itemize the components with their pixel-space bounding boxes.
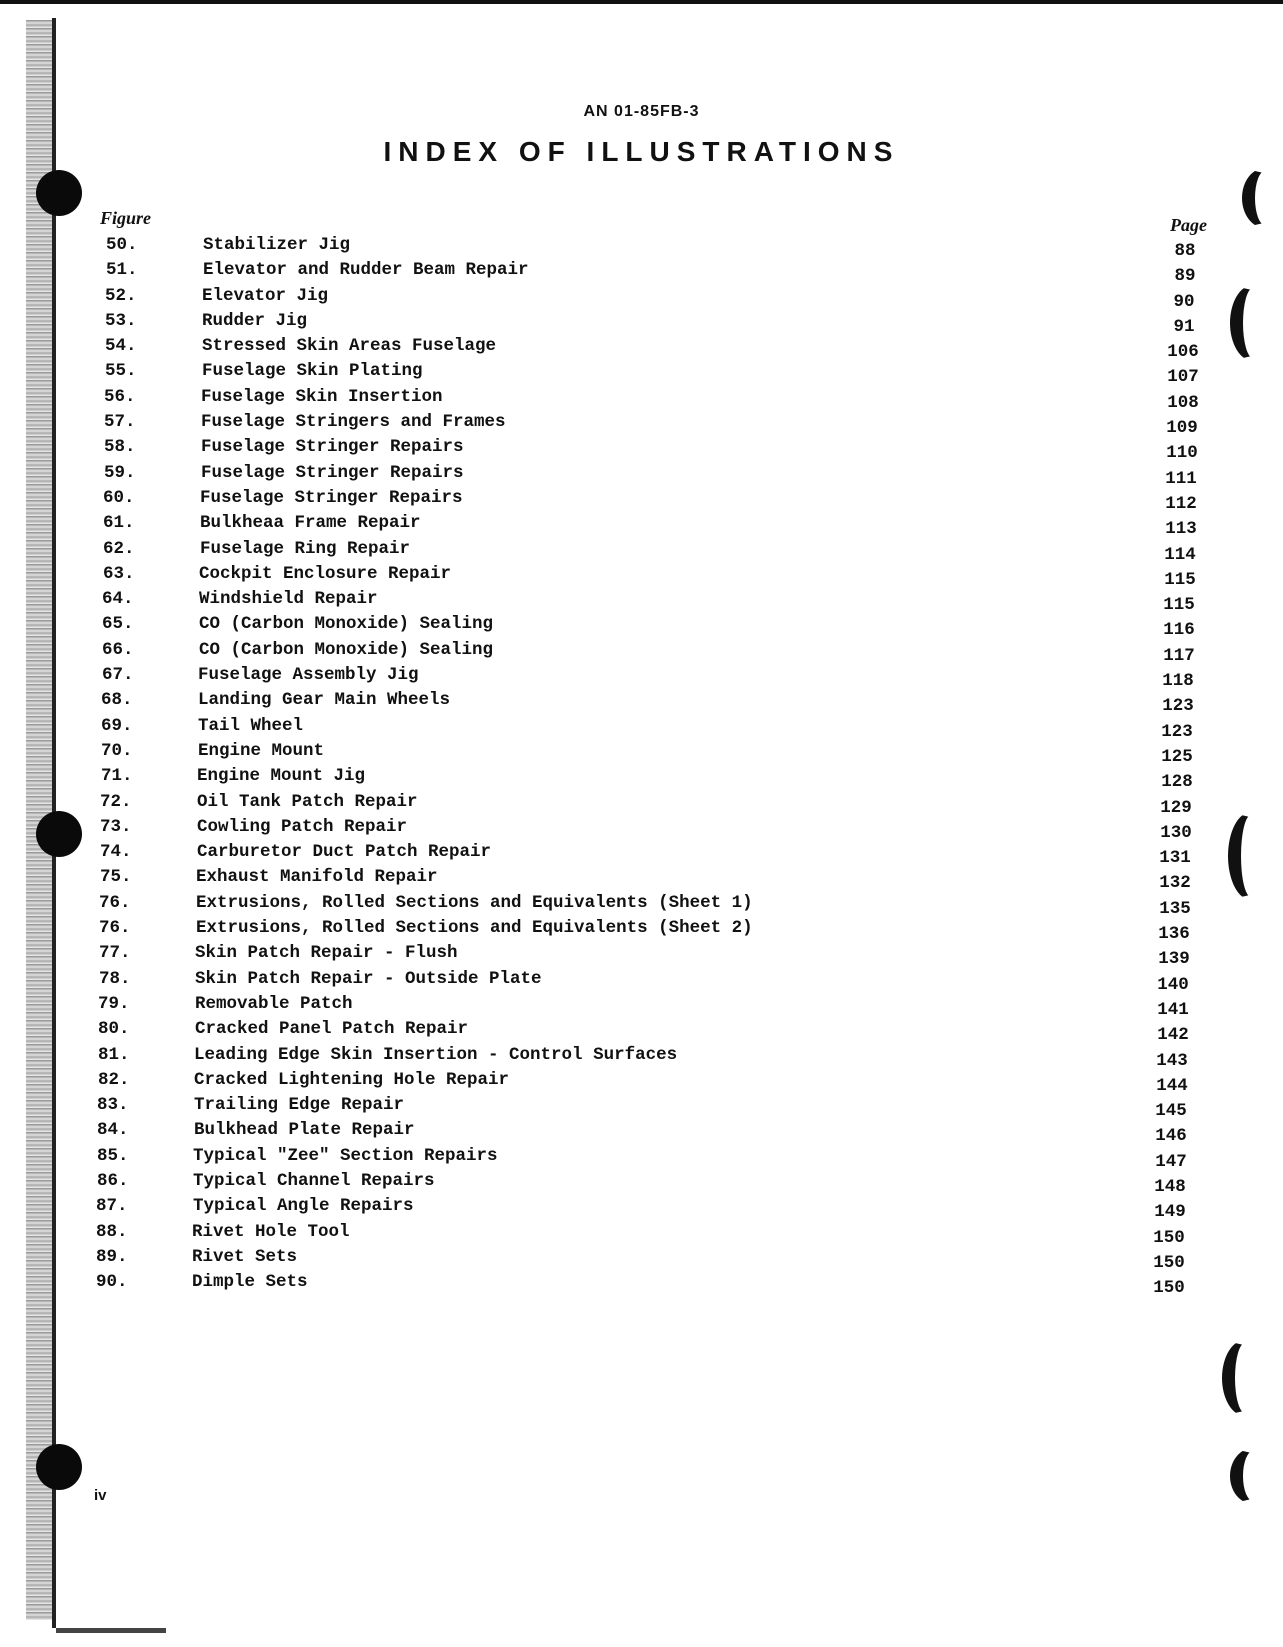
figure-caption: Engine Mount Jig: [197, 766, 366, 787]
page-number: 114: [1164, 544, 1196, 565]
page-number: 112: [1165, 493, 1197, 514]
scan-top-edge: [0, 0, 1283, 4]
index-entry: [0, 1272, 1283, 1297]
figure-number: 71.: [101, 766, 133, 787]
index-entry: [0, 665, 1283, 690]
figure-number: 50.: [106, 235, 138, 255]
figure-number: 86.: [97, 1170, 129, 1191]
binding-foot: [56, 1628, 166, 1633]
figure-caption: Fuselage Ring Repair: [200, 538, 411, 559]
index-entry: [0, 716, 1283, 741]
index-entry: [0, 994, 1283, 1019]
page-number: 129: [1160, 797, 1192, 818]
index-entry: [0, 943, 1283, 968]
figure-number: 53.: [105, 310, 137, 331]
page-number: 150: [1153, 1227, 1185, 1248]
figure-number: 64.: [102, 589, 134, 610]
figure-number: 56.: [104, 386, 136, 407]
index-entry: [0, 1196, 1283, 1221]
figure-caption: Fuselage Stringer Repairs: [200, 487, 463, 508]
page-number: 147: [1155, 1151, 1187, 1172]
figure-number: 55.: [105, 361, 137, 382]
index-entry: [0, 260, 1283, 285]
page-number: 145: [1155, 1101, 1187, 1122]
index-entry: [0, 1247, 1283, 1272]
figure-caption: Cowling Patch Repair: [197, 816, 408, 837]
page-number: 110: [1166, 443, 1198, 464]
page-number: 128: [1161, 772, 1193, 793]
index-entry: [0, 1146, 1283, 1171]
page-number: 140: [1157, 974, 1189, 995]
figure-caption: Skin Patch Repair - Flush: [195, 943, 458, 964]
figure-caption: Fuselage Stringers and Frames: [201, 412, 506, 433]
figure-caption: Engine Mount: [198, 740, 325, 761]
figure-number: 62.: [103, 538, 135, 559]
figure-caption: Typical Channel Repairs: [193, 1170, 435, 1191]
page-number: 141: [1157, 999, 1189, 1020]
figure-number: 76.: [99, 892, 131, 913]
figure-number: 75.: [100, 867, 132, 888]
figure-caption: Fuselage Skin Plating: [202, 361, 423, 382]
page-number: 90: [1173, 291, 1195, 312]
binder-clip-mark: [1230, 1448, 1276, 1504]
index-entry: [0, 412, 1283, 437]
page-number: 118: [1162, 671, 1194, 692]
figure-caption: Fuselage Stringer Repairs: [201, 437, 464, 458]
page-number: 113: [1165, 519, 1197, 540]
figure-number: 82.: [98, 1069, 130, 1090]
figure-number: 57.: [104, 412, 136, 433]
page-number: 117: [1163, 645, 1195, 666]
figure-caption: Carburetor Duct Patch Repair: [197, 842, 492, 863]
index-entry: [0, 564, 1283, 589]
index-entry: [0, 513, 1283, 538]
index-entry: [0, 614, 1283, 639]
page-number: 108: [1167, 392, 1199, 413]
figure-caption: Extrusions, Rolled Sections and Equivalents (Sheet 1): [196, 892, 753, 913]
page-number: 89: [1174, 266, 1196, 287]
figure-caption: Skin Patch Repair - Outside Plate: [195, 968, 542, 989]
figure-caption: Trailing Edge Repair: [194, 1095, 405, 1116]
index-entry: [0, 918, 1283, 943]
index-entry: [0, 1171, 1283, 1196]
figure-caption: Bulkhead Plate Repair: [194, 1120, 415, 1141]
figure-caption: Stressed Skin Areas Fuselage: [202, 336, 497, 357]
index-entry: [0, 311, 1283, 336]
index-entry: [0, 640, 1283, 665]
page-number: 88: [1174, 241, 1196, 261]
illustrations-index-list: [0, 235, 1283, 1297]
index-entry: [0, 893, 1283, 918]
figure-caption: Extrusions, Rolled Sections and Equivalents (Sheet 2): [196, 918, 753, 939]
figure-caption: Cracked Panel Patch Repair: [195, 1019, 469, 1040]
page-number: 106: [1167, 342, 1199, 363]
figure-caption: Windshield Repair: [199, 589, 378, 610]
page-number: 107: [1167, 367, 1199, 388]
figure-number: 74.: [100, 842, 132, 863]
page-number: 142: [1157, 1025, 1189, 1046]
page-title: INDEX OF ILLUSTRATIONS: [383, 136, 900, 167]
index-entry: [0, 286, 1283, 311]
figure-number: 85.: [97, 1145, 129, 1166]
page-number: 135: [1159, 898, 1191, 919]
figure-number: 89.: [96, 1246, 128, 1267]
index-entry: [0, 817, 1283, 842]
page-number: 149: [1154, 1202, 1186, 1223]
index-entry: [0, 437, 1283, 462]
figure-number: 77.: [99, 943, 131, 964]
index-entry: [0, 867, 1283, 892]
figure-number: 84.: [97, 1120, 129, 1141]
figure-number: 80.: [98, 1019, 130, 1040]
page-number: 91: [1173, 316, 1195, 337]
figure-number: 63.: [103, 563, 135, 584]
punch-hole-top: [36, 170, 82, 216]
figure-number: 73.: [100, 816, 132, 837]
page-number: 109: [1166, 418, 1198, 439]
index-entry: [0, 539, 1283, 564]
page-number: 115: [1163, 595, 1195, 616]
figure-number: 72.: [100, 791, 132, 812]
figure-number: 81.: [98, 1044, 130, 1065]
index-entry: [0, 1120, 1283, 1145]
figure-caption: Elevator and Rudder Beam Repair: [203, 260, 529, 281]
figure-caption: CO (Carbon Monoxide) Sealing: [199, 639, 494, 660]
figure-number: 52.: [105, 285, 137, 306]
binder-clip-mark: [1242, 168, 1283, 228]
figure-caption: Fuselage Stringer Repairs: [201, 462, 464, 483]
index-entry: [0, 463, 1283, 488]
figure-caption: Typical Angle Repairs: [193, 1196, 414, 1217]
figure-caption: Oil Tank Patch Repair: [197, 791, 418, 812]
figure-caption: Exhaust Manifold Repair: [196, 867, 438, 888]
figure-number: 79.: [98, 993, 130, 1014]
figure-caption: Leading Edge Skin Insertion - Control Surfaces: [194, 1044, 678, 1065]
page-number: 116: [1163, 620, 1195, 641]
figure-caption: Fuselage Assembly Jig: [198, 665, 419, 686]
page-number: 130: [1160, 822, 1192, 843]
figure-caption: Bulkheaa Frame Repair: [200, 513, 421, 534]
figure-number: 83.: [97, 1095, 129, 1116]
figure-number: 67.: [102, 665, 134, 686]
page-number: 115: [1164, 569, 1196, 590]
index-entry: [0, 235, 1283, 260]
figure-number: 66.: [102, 639, 134, 660]
figure-number: 78.: [99, 968, 131, 989]
page-number: 139: [1158, 949, 1190, 970]
figure-caption: Stabilizer Jig: [203, 235, 351, 255]
figure-number: 87.: [96, 1196, 128, 1217]
figure-caption: Fuselage Skin Insertion: [201, 386, 443, 407]
figure-column-header: Figure: [100, 208, 152, 228]
page-number: 123: [1161, 721, 1193, 742]
figure-caption: Rivet Hole Tool: [192, 1221, 350, 1242]
figure-caption: Rivet Sets: [192, 1246, 298, 1267]
index-entry: [0, 387, 1283, 412]
page-folio: iv: [94, 1487, 107, 1504]
document-number: AN 01-85FB-3: [583, 103, 700, 120]
page-number: 150: [1153, 1252, 1185, 1273]
figure-number: 60.: [103, 487, 135, 508]
figure-caption: Rudder Jig: [202, 310, 308, 331]
punch-hole-bottom: [36, 1444, 82, 1490]
figure-number: 51.: [106, 260, 138, 281]
figure-caption: Cracked Lightening Hole Repair: [194, 1069, 510, 1090]
index-entry: [0, 1095, 1283, 1120]
page-number: 125: [1161, 746, 1193, 767]
page-number: 111: [1165, 468, 1197, 489]
figure-number: 68.: [101, 690, 133, 711]
index-entry: [0, 969, 1283, 994]
page-number: 146: [1155, 1126, 1187, 1147]
index-entry: [0, 1019, 1283, 1044]
index-entry: [0, 792, 1283, 817]
index-entry: [0, 1070, 1283, 1095]
page-number: 144: [1156, 1075, 1188, 1096]
figure-number: 69.: [101, 715, 133, 736]
figure-caption: Cockpit Enclosure Repair: [199, 563, 452, 584]
index-entry: [0, 1222, 1283, 1247]
figure-number: 54.: [105, 336, 137, 357]
figure-caption: Elevator Jig: [202, 285, 329, 306]
index-entry: [0, 336, 1283, 361]
index-entry: [0, 741, 1283, 766]
figure-caption: Dimple Sets: [192, 1272, 308, 1293]
figure-number: 70.: [101, 740, 133, 761]
page-number: 136: [1158, 924, 1190, 945]
figure-caption: Tail Wheel: [198, 715, 304, 736]
page-number: 123: [1162, 696, 1194, 717]
figure-number: 61.: [103, 513, 135, 534]
figure-number: 76.: [99, 918, 131, 939]
page-column-header: Page: [1170, 215, 1207, 235]
figure-caption: Landing Gear Main Wheels: [198, 690, 451, 711]
page-number: 132: [1159, 873, 1191, 894]
figure-number: 58.: [104, 437, 136, 458]
binder-clip-mark: [1222, 1340, 1268, 1416]
index-entry: [0, 361, 1283, 386]
figure-number: 90.: [96, 1272, 128, 1293]
index-entry: [0, 842, 1283, 867]
index-entry: [0, 690, 1283, 715]
index-entry: [0, 589, 1283, 614]
figure-caption: CO (Carbon Monoxide) Sealing: [199, 614, 494, 635]
figure-number: 59.: [104, 462, 136, 483]
page-number: 150: [1153, 1278, 1185, 1299]
figure-number: 88.: [96, 1221, 128, 1242]
page-number: 131: [1159, 848, 1191, 869]
figure-number: 65.: [102, 614, 134, 635]
page-number: 148: [1154, 1176, 1186, 1197]
figure-caption: Removable Patch: [195, 993, 353, 1014]
index-entry: [0, 1045, 1283, 1070]
index-entry: [0, 488, 1283, 513]
page-number: 143: [1156, 1050, 1188, 1071]
figure-caption: Typical "Zee" Section Repairs: [193, 1145, 498, 1166]
index-entry: [0, 766, 1283, 791]
